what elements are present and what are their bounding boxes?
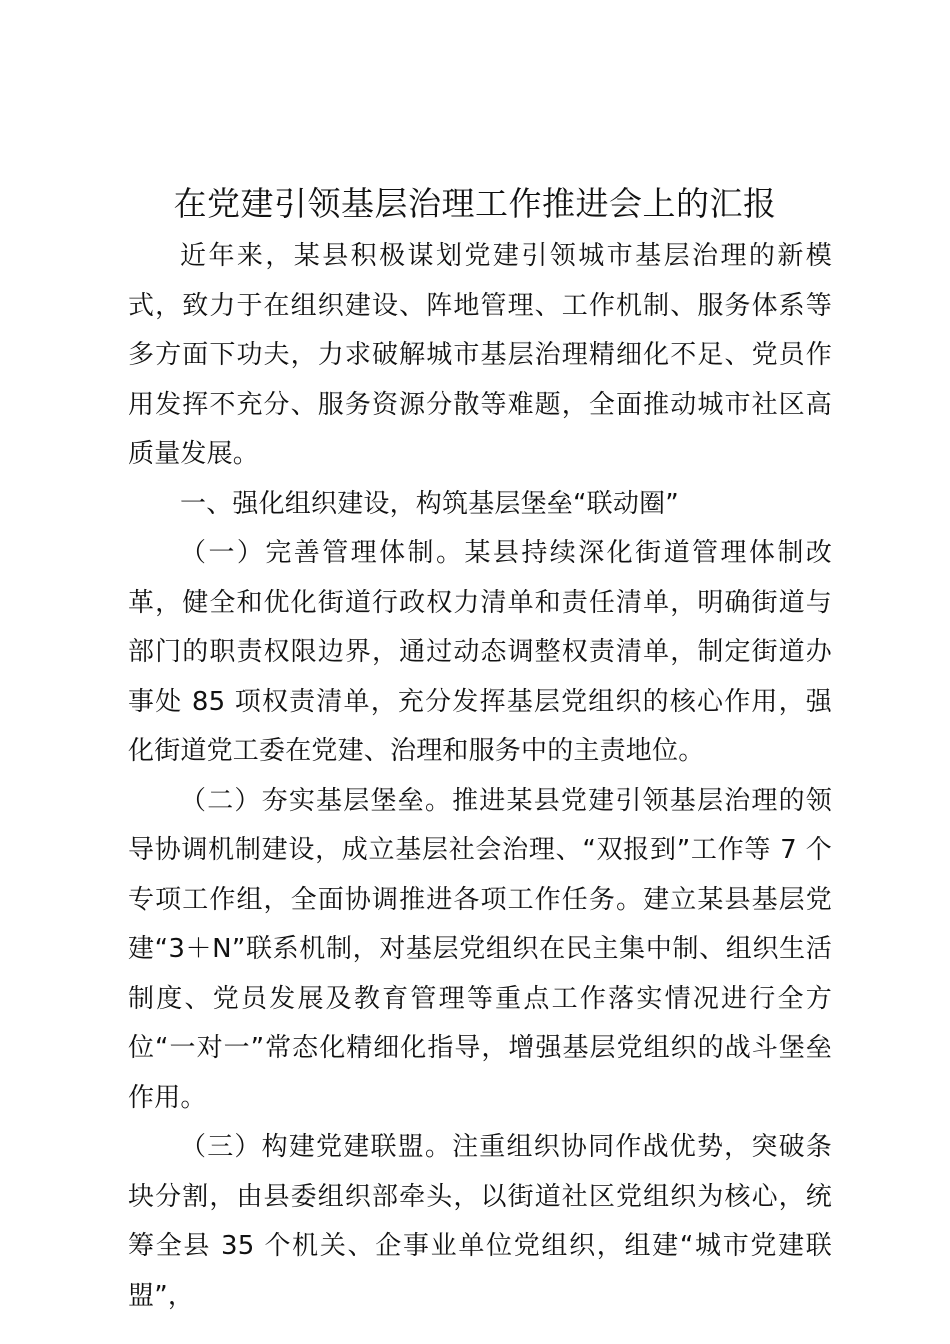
paragraph-intro: 近年来，某县积极谋划党建引领城市基层治理的新模式，致力于在组织建设、阵地管理、工作机制、服务体系等多方面下功夫，力求破解城市基层治理精细化不足、党员作用发挥不充分、服务资源分散等难题，全面推动城市社区高质量发展。 — [128, 241, 832, 469]
paragraph-1-3: （三）构建党建联盟。注重组织协同作战优势，突破条块分割，由县委组织部牵头，以街道社区党组织为核心，统筹全县 35 个机关、企事业单位党组织，组建“城市党建联盟”， — [128, 1132, 832, 1311]
paragraph-1-2: （二）夯实基层堡垒。推进某县党建引领基层治理的领导协调机制建设，成立基层社会治理、“双报到”工作等 7 个专项工作组，全面协调推进各项工作任务。建立某县基层党建“3＋N”联系机制，对基层党组织在民主集中制、组织生活制度、党员发展及教育管理等重点工作落实情况进行全方位“一对一”常态化精细化指导，增强基层党组织的战斗堡垒作用。 — [128, 785, 832, 1113]
paragraph-1-1: （一）完善管理体制。某县持续深化街道管理体制改革，健全和优化街道行政权力清单和责任清单，明确街道与部门的职责权限边界，通过动态调整权责清单，制定街道办事处 85 项权责清单，充分发挥基层党组织的核心作用，强化街道党工委在党建、治理和服务中的主责地位。 — [128, 538, 832, 766]
document-body — [128, 232, 832, 1321]
section-heading-1: 一、强化组织建设，构筑基层堡垒“联动圈” — [180, 488, 679, 519]
document-title: 在党建引领基层治理工作推进会上的汇报 — [173, 184, 777, 223]
